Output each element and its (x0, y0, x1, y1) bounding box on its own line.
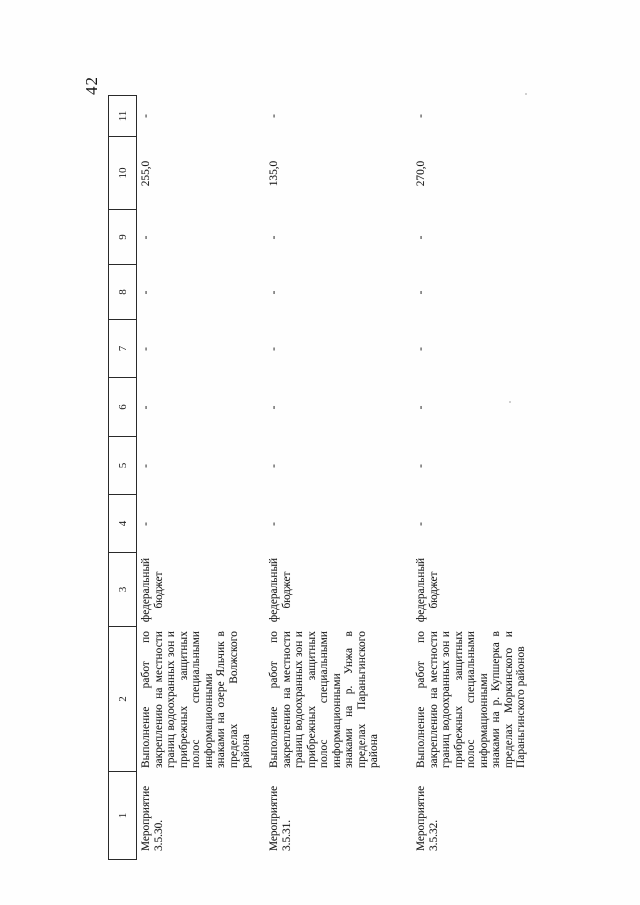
program-measures-table (108, 95, 638, 860)
column-header-7: 7 (109, 320, 136, 378)
scan-speckle (509, 401, 511, 403)
cell-activity-id (415, 772, 440, 860)
activity-label: Мероприятие (268, 785, 280, 851)
cell-col5: - (415, 464, 427, 468)
cell-activity-id (268, 772, 293, 860)
activity-code: 3.5.30. (152, 819, 165, 851)
column-header-3: 3 (109, 553, 136, 627)
column-header-4: 4 (109, 495, 136, 553)
cell-col6: - (140, 405, 152, 410)
cell-description: Выполнение работ по закреплению на местности границ водоохранных зон и прибрежных защитных полос специальными информационными знаками на р. Унжа в пределах Параньгинского района (268, 631, 380, 768)
table-row-3-5-30 (140, 95, 253, 860)
cell-funding-source: федеральный бюджет (415, 557, 440, 623)
cell-col4: - (140, 522, 152, 526)
cell-col10-amount: 270,0 (415, 160, 427, 187)
table-row-3-5-32 (415, 95, 528, 860)
scan-speckle (525, 93, 527, 95)
column-header-5: 5 (109, 437, 136, 495)
cell-col4: - (268, 522, 280, 526)
column-header-8: 8 (109, 265, 136, 320)
page-number: 42 (82, 76, 101, 95)
cell-col7: - (268, 347, 280, 351)
cell-col5: - (140, 464, 152, 468)
cell-col9: - (140, 235, 152, 240)
column-header-11: 11 (109, 95, 136, 137)
activity-code: 3.5.32. (427, 819, 440, 851)
cell-col10-amount: 135,0 (268, 160, 280, 187)
cell-col4: - (415, 522, 427, 526)
cell-description: Выполнение работ по закреплению на местности границ водоохранных зон и прибрежных защитных полос специальными информационными знаками на озере Яльчик в пределах Волжского района (140, 631, 252, 768)
cell-col6: - (415, 405, 427, 410)
cell-col9: - (415, 235, 427, 240)
cell-col10-amount: 255,0 (140, 160, 152, 187)
cell-activity-id (140, 772, 165, 860)
cell-col6: - (268, 405, 280, 410)
cell-col7: - (140, 347, 152, 351)
column-header-1: 1 (109, 772, 136, 860)
column-header-9: 9 (109, 210, 136, 265)
cell-funding-source: федеральный бюджет (268, 557, 293, 623)
cell-col5: - (268, 464, 280, 468)
table-row-3-5-31 (268, 95, 381, 860)
activity-code: 3.5.31. (280, 819, 293, 851)
column-header-6: 6 (109, 378, 136, 437)
activity-label: Мероприятие (415, 785, 427, 851)
cell-col8: - (415, 290, 427, 295)
cell-funding-source: федеральный бюджет (140, 557, 165, 623)
cell-col11: - (415, 114, 427, 118)
cell-col9: - (268, 235, 280, 240)
activity-label: Мероприятие (140, 785, 152, 851)
column-header-10: 10 (109, 137, 136, 210)
cell-col11: - (268, 114, 280, 118)
cell-col8: - (268, 290, 280, 295)
cell-col8: - (140, 290, 152, 295)
cell-col7: - (415, 347, 427, 351)
column-header-2: 2 (109, 627, 136, 772)
cell-col11: - (140, 114, 152, 118)
table-header-row (108, 95, 137, 860)
cell-description: Выполнение работ по закреплению на местности границ водоохранных зон и прибрежных защитных полос специальными информационными знаками на р. Купшерка в пределах Моркинского и Параньгинского районов (415, 631, 527, 768)
